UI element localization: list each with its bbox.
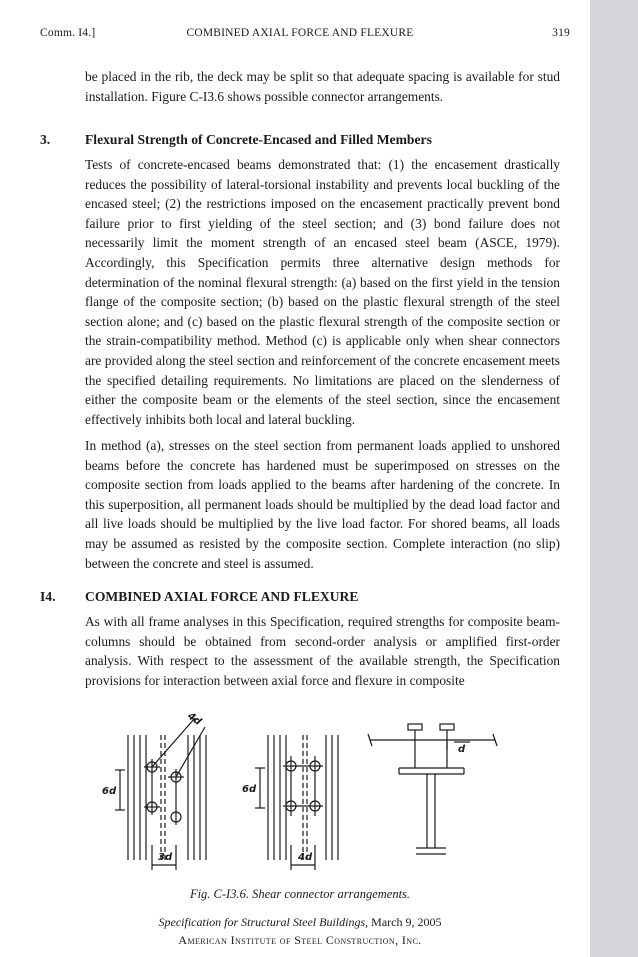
label-left-3d: 3d: [158, 852, 173, 863]
running-header-title: COMBINED AXIAL FORCE AND FLEXURE: [186, 27, 414, 39]
shear-connector-figure: [100, 700, 510, 880]
section-i4-number: I4.: [40, 589, 56, 604]
connector-arrangement-staggered: [115, 718, 206, 870]
section-i4-title: COMBINED AXIAL FORCE AND FLEXURE: [85, 589, 359, 604]
label-mid-6d: 6d: [242, 784, 257, 795]
page-side-band: [590, 0, 638, 957]
page-number: 319: [552, 27, 570, 39]
paragraph-encased-tests: Tests of concrete-encased beams demonstrated that: (1) the encasement drastically reduces the possibility of lateral-torsional instability and prevents local buckling of the encased steel; (2) the restrictions imposed on the encasement practically prevent bond failure prior to first yielding of the steel section; and (3) bond failure does not necessarily limit the moment strength of an encased steel beam (ASCE, 1979). Accordingly, this Specification permits three alternative design methods for determination of the nominal flexural strength: (a) based on the first yield in the tension flange of the composite section; (b) based on the plastic flexural strength of the steel section alone; and (c) based on the plastic flexural strength of the composite section or the strain-compatibility method. Method (c) is applicable only when shear connectors are provided along the steel section and reinforcement of the concrete encasement meets the specified detailing requirements. No limitations are placed on the slenderness of either the composite beam or the elements of the steel section, since the encasement effectively inhibits both local and lateral buckling.: [85, 157, 560, 427]
footer-spec-date: March 9, 2005: [368, 915, 442, 929]
paragraph-beam-columns: As with all frame analyses in this Specification, required strengths for composite beam-columns should be obtained from second-order analysis or amplified first-order analysis. With respect to the assessment of the available strength, the Specification provisions for interaction between axial force and flexure in composite: [85, 614, 560, 688]
running-header-section: Comm. I4.]: [40, 27, 96, 39]
footer-spec-line: [0, 915, 600, 930]
section-3-title: Flexural Strength of Concrete-Encased and Filled Members: [85, 132, 432, 147]
label-mid-4d: 4d: [298, 852, 313, 863]
paragraph-method-a: In method (a), stresses on the steel section from permanent loads applied to unshored beams before the concrete has hardened must be superimposed on stresses on the composite section from loads applied to the beams after hardening of the concrete. In this superposition, all permanent loads should be multiplied by the dead load factor and all live loads should be multiplied by the live load factor. For shored beams, all loads may be assumed as resisted by the composite section. Complete interaction (no slip) between the concrete and steel is assumed.: [85, 438, 560, 571]
label-left-4d: 4d: [185, 710, 204, 728]
footer-spec-title: Specification for Structural Steel Buildings,: [158, 915, 369, 929]
connector-section-view: [368, 724, 497, 854]
connector-arrangement-paired: [255, 735, 338, 870]
section-3-number: 3.: [40, 132, 51, 147]
label-left-6d: 6d: [102, 786, 117, 797]
label-right-d: d: [458, 744, 466, 755]
paragraph-continuation: be placed in the rib, the deck may be split so that adequate spacing is available for stud installation. Figure C-I3.6 shows possible connector arrangements.: [85, 69, 560, 104]
figure-caption: Fig. C-I3.6. Shear connector arrangements.: [189, 887, 411, 901]
footer-publisher: American Institute of Steel Construction, Inc.: [178, 933, 422, 947]
